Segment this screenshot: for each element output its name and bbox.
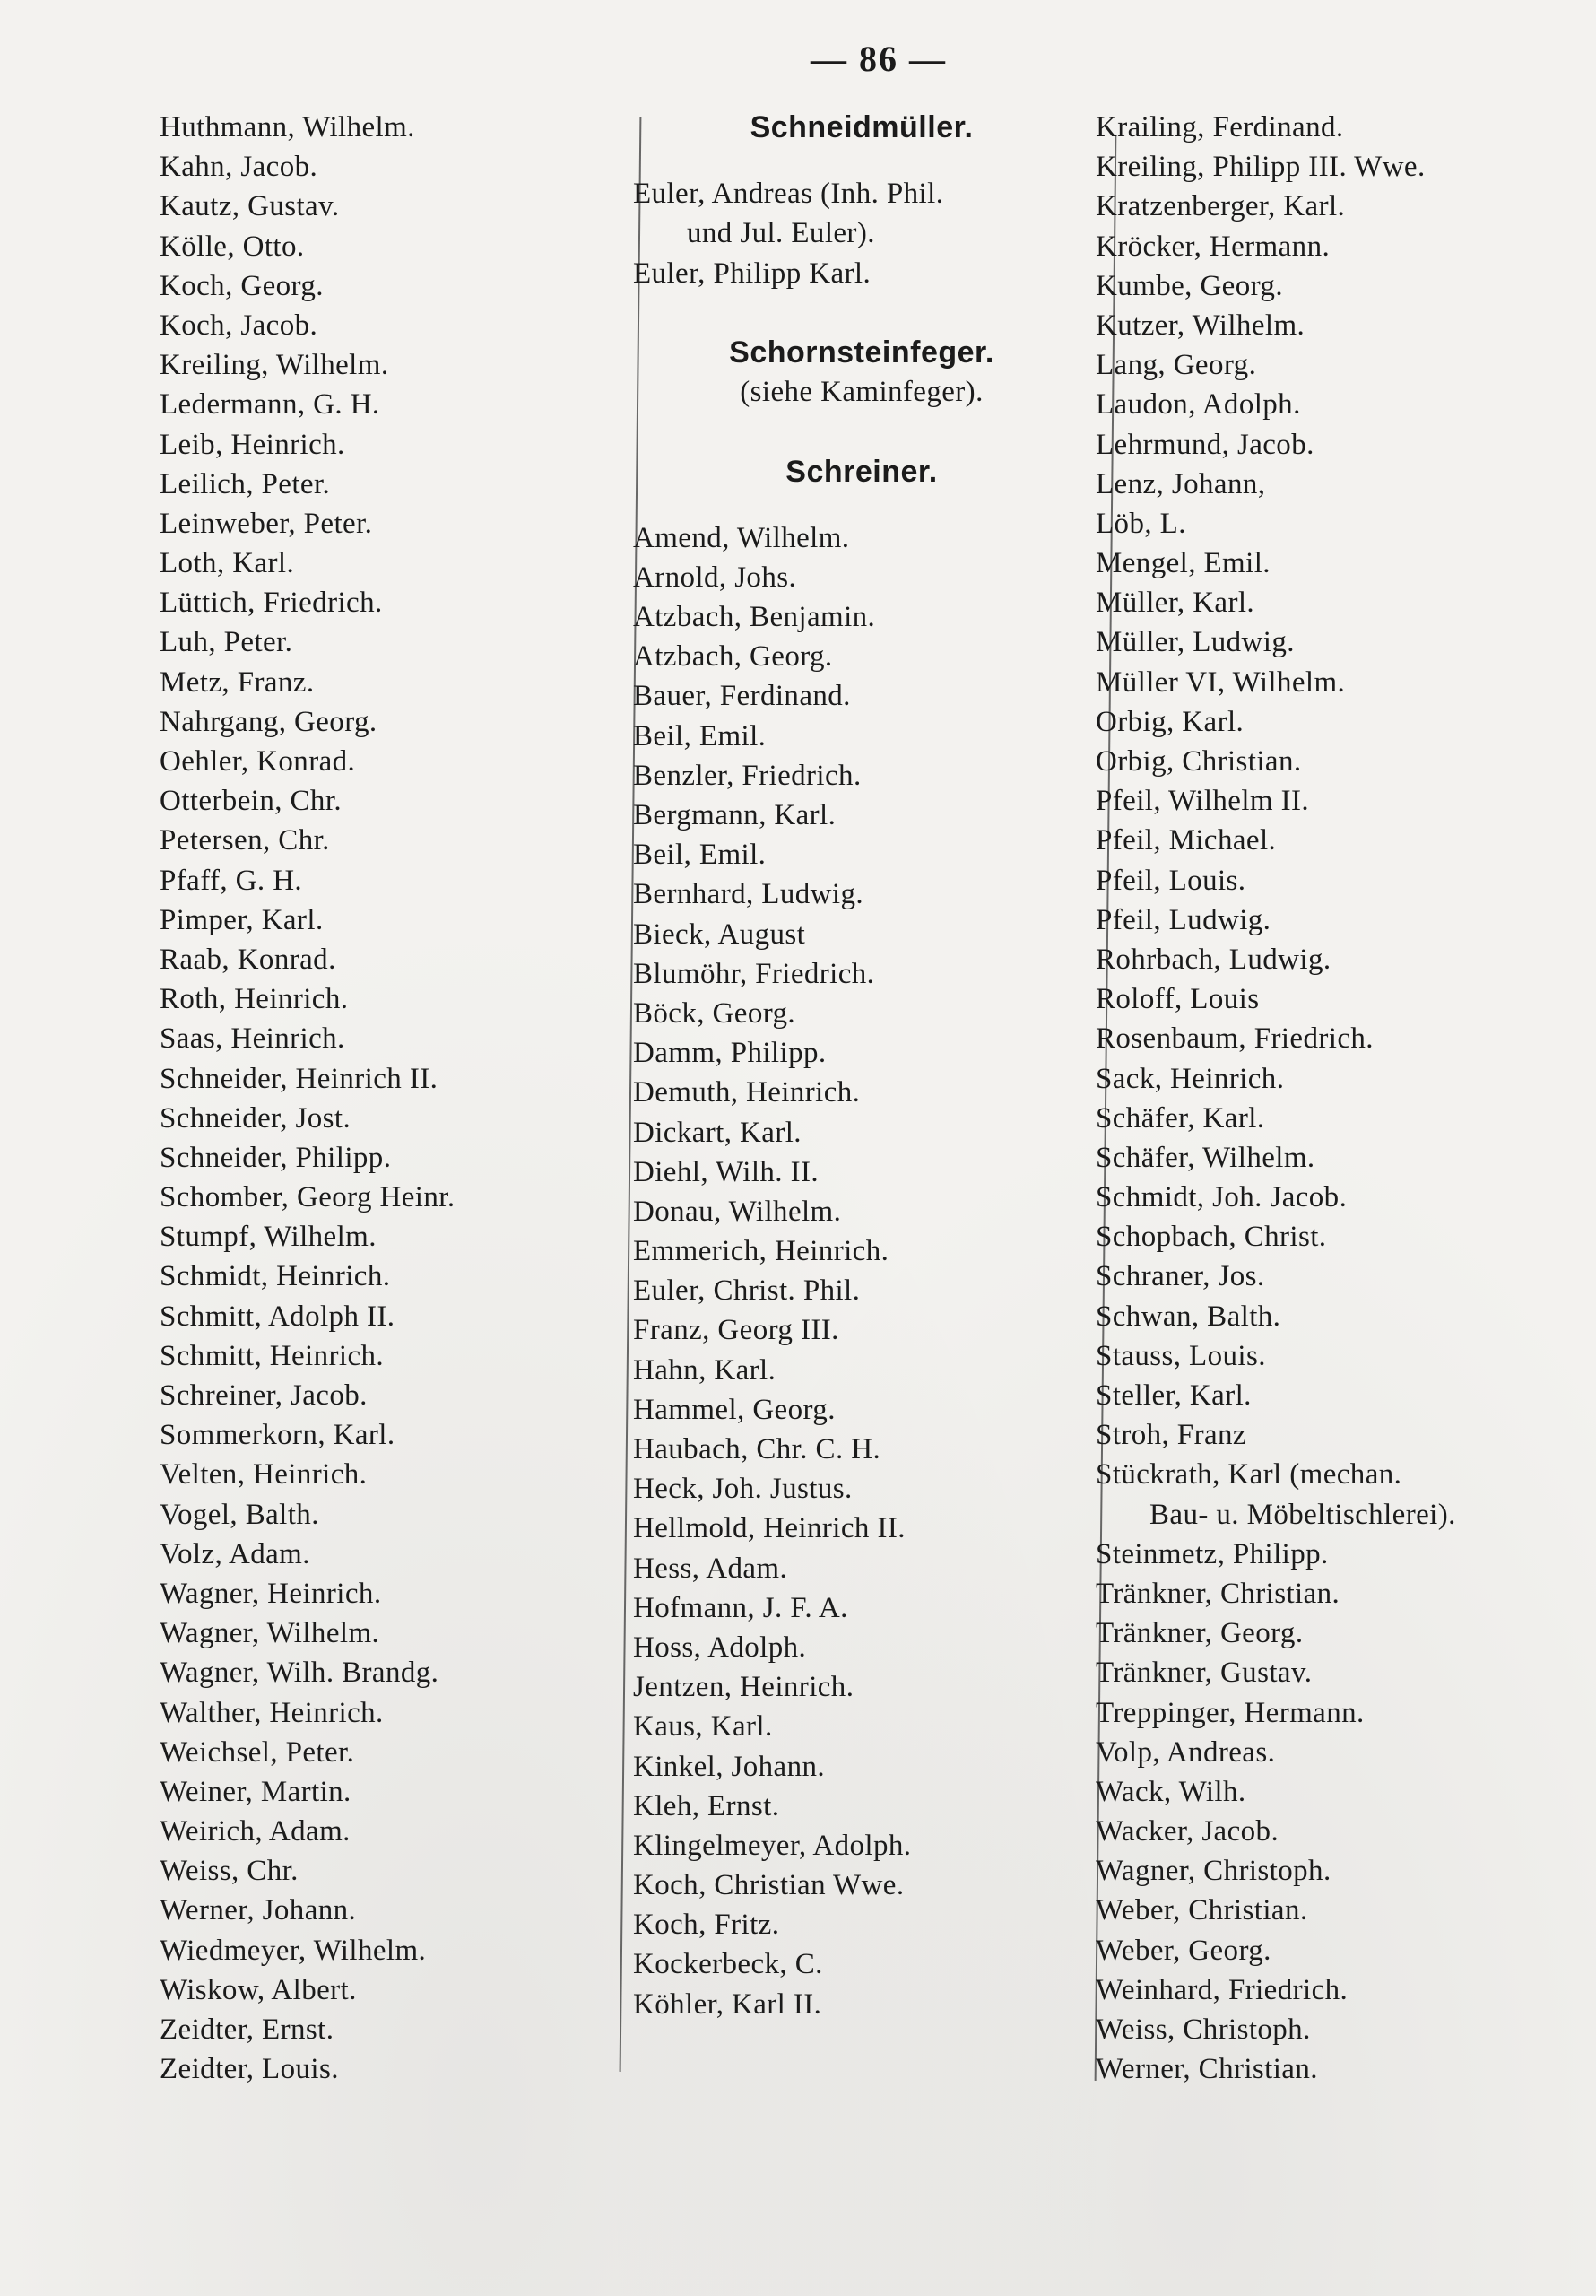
list-item: Ledermann, G. H. (160, 388, 380, 422)
list-item: Rosenbaum, Friedrich. (1096, 1022, 1374, 1056)
list-item: Demuth, Heinrich. (633, 1076, 861, 1109)
list-item: Kahn, Jacob. (160, 151, 318, 184)
list-item: Rohrbach, Ludwig. (1096, 943, 1331, 976)
list-item: Wagner, Christoph. (1096, 1855, 1331, 1888)
list-item: Jentzen, Heinrich. (633, 1671, 854, 1704)
section-note: (siehe Kaminfeger). (740, 376, 984, 409)
list-item: Weiss, Chr. (160, 1855, 299, 1888)
list-item: Zeidter, Ernst. (160, 2013, 334, 2046)
list-item: Volp, Andreas. (1096, 1735, 1276, 1769)
list-item: Schwan, Balth. (1096, 1300, 1281, 1333)
list-item: Vogel, Balth. (160, 1498, 319, 1531)
list-item: Luh, Peter. (160, 626, 293, 659)
list-item: Wacker, Jacob. (1096, 1815, 1279, 1848)
list-item: Kreiling, Wilhelm. (160, 349, 389, 382)
list-item: Pfeil, Ludwig. (1096, 903, 1271, 936)
list-item: Otterbein, Chr. (160, 785, 343, 818)
list-item: Weirich, Adam. (160, 1815, 351, 1848)
list-item: Koch, Georg. (160, 269, 324, 302)
list-item: Kumbe, Georg. (1096, 269, 1283, 302)
list-item: Koch, Christian Wwe. (633, 1869, 905, 1902)
list-item: Schraner, Jos. (1096, 1260, 1265, 1293)
list-item: Schreiner, Jacob. (160, 1379, 368, 1412)
list-item: Schmitt, Heinrich. (160, 1339, 385, 1372)
list-item: Laudon, Adolph. (1096, 388, 1301, 422)
list-item: Damm, Philipp. (633, 1037, 827, 1070)
list-item: Stumpf, Wilhelm. (160, 1221, 377, 1254)
list-item: Beil, Emil. (633, 839, 767, 872)
list-item: Franz, Georg III. (633, 1314, 839, 1347)
column-right (1096, 108, 1562, 2089)
list-item: Euler, Andreas (Inh. Phil. (633, 178, 944, 211)
list-item: Schmitt, Adolph II. (160, 1300, 395, 1333)
list-item: Schneider, Philipp. (160, 1141, 392, 1174)
list-item: Lüttich, Friedrich. (160, 587, 383, 620)
list-item: Kleh, Ernst. (633, 1789, 780, 1822)
list-item: Wack, Wilh. (1096, 1775, 1246, 1808)
list-item: Schneider, Jost. (160, 1101, 351, 1135)
list-item: Saas, Heinrich. (160, 1022, 345, 1056)
list-item: Donau, Wilhelm. (633, 1195, 842, 1228)
list-item: Koch, Fritz. (633, 1909, 780, 1942)
list-item: Kautz, Gustav. (160, 190, 340, 223)
list-item: Kröcker, Hermann. (1096, 230, 1331, 263)
list-item: Hellmold, Heinrich II. (633, 1512, 906, 1545)
list-item: Weichsel, Peter. (160, 1735, 355, 1769)
list-item: Krailing, Ferdinand. (1096, 111, 1344, 144)
list-item: Löb, L. (1096, 507, 1186, 540)
list-item: Hess, Adam. (633, 1552, 788, 1585)
list-item: Metz, Franz. (160, 665, 315, 699)
list-item: Wiedmeyer, Wilhelm. (160, 1934, 427, 1967)
list-item: Mengel, Emil. (1096, 547, 1271, 580)
list-item: Benzler, Friedrich. (633, 759, 862, 792)
list-item: Müller, Ludwig. (1096, 626, 1295, 659)
list-item: Lenz, Johann, (1096, 467, 1266, 500)
list-item: Kinkel, Johann. (633, 1750, 826, 1783)
list-item: Raab, Konrad. (160, 943, 336, 976)
list-item: Beil, Emil. (633, 719, 767, 752)
list-item: Tränkner, Christian. (1096, 1577, 1340, 1610)
list-item: Schomber, Georg Heinr. (160, 1181, 455, 1214)
list-item: Steller, Karl. (1096, 1379, 1252, 1412)
list-item: Haubach, Chr. C. H. (633, 1433, 881, 1465)
list-item: Zeidter, Louis. (160, 2053, 339, 2086)
list-item: Stückrath, Karl (mechan. (1096, 1458, 1402, 1492)
section-heading-schornsteinfeger: Schornsteinfeger. (729, 335, 994, 370)
list-item: Schneider, Heinrich II. (160, 1062, 438, 1095)
list-item: Köhler, Karl II. (633, 1987, 822, 2021)
list-item: Schäfer, Wilhelm. (1096, 1141, 1315, 1174)
list-item: Dickart, Karl. (633, 1116, 802, 1149)
list-item: Pfeil, Michael. (1096, 824, 1277, 857)
list-item: Stauss, Louis. (1096, 1339, 1266, 1372)
list-item: Emmerich, Heinrich. (633, 1235, 889, 1268)
list-item: Arnold, Johs. (633, 561, 797, 594)
list-item: Roloff, Louis (1096, 983, 1260, 1016)
list-item: Atzbach, Georg. (633, 640, 833, 674)
list-item: Volz, Adam. (160, 1537, 310, 1570)
list-item: Kutzer, Wilhelm. (1096, 309, 1305, 342)
spacer (633, 293, 1090, 333)
list-item: Lehrmund, Jacob. (1096, 428, 1314, 461)
list-item: Leilich, Peter. (160, 467, 331, 500)
section-heading-schneidmueller: Schneidmüller. (750, 110, 974, 144)
list-item: Petersen, Chr. (160, 824, 330, 857)
schreiner-list (633, 518, 1090, 2024)
list-item: Weber, Georg. (1096, 1934, 1271, 1967)
list-item: Sack, Heinrich. (1096, 1062, 1285, 1095)
list-item: Leib, Heinrich. (160, 428, 345, 461)
list-item: Bau- u. Möbeltischlerei). (1149, 1498, 1456, 1531)
list-item: Treppinger, Hermann. (1096, 1696, 1365, 1729)
column-left (160, 108, 608, 2089)
list-item: Nahrgang, Georg. (160, 705, 377, 738)
list-item: und Jul. Euler). (687, 217, 875, 250)
list-item: Bauer, Ferdinand. (633, 680, 851, 713)
list-item: Wagner, Heinrich. (160, 1577, 382, 1610)
list-item: Weinhard, Friedrich. (1096, 1973, 1349, 2006)
list-item: Wiskow, Albert. (160, 1973, 357, 2006)
page-number: — 86 — (811, 39, 947, 79)
list-item: Böck, Georg. (633, 996, 796, 1030)
spacer (633, 412, 1090, 451)
list-item: Blumöhr, Friedrich. (633, 957, 875, 990)
list-item: Werner, Christian. (1096, 2053, 1318, 2086)
list-item: Hammel, Georg. (633, 1393, 836, 1426)
list-item: Bieck, August (633, 918, 806, 951)
list-item: Amend, Wilhelm. (633, 521, 850, 554)
section-heading-schreiner: Schreiner. (785, 454, 938, 489)
list-item: Weber, Christian. (1096, 1894, 1308, 1927)
list-item: Diehl, Wilh. II. (633, 1155, 820, 1188)
list-item: Lang, Georg. (1096, 349, 1257, 382)
list-item: Orbig, Karl. (1096, 705, 1245, 738)
list-item: Wagner, Wilhelm. (160, 1617, 380, 1650)
list-item: Walther, Heinrich. (160, 1696, 384, 1729)
list-item: Weiss, Christoph. (1096, 2013, 1311, 2046)
list-item: Atzbach, Benjamin. (633, 601, 876, 634)
list-item: Schmidt, Heinrich. (160, 1260, 391, 1293)
list-item: Werner, Johann. (160, 1894, 357, 1927)
list-item: Kockerbeck, C. (633, 1948, 823, 1981)
list-item: Weiner, Martin. (160, 1775, 351, 1808)
list-item: Müller, Karl. (1096, 587, 1255, 620)
list-item: Hofmann, J. F. A. (633, 1591, 848, 1624)
list-item: Euler, Christ. Phil. (633, 1274, 861, 1308)
list-item: Euler, Philipp Karl. (633, 257, 872, 290)
list-item: Orbig, Christian. (1096, 745, 1302, 778)
list-item: Stroh, Franz (1096, 1419, 1246, 1452)
list-item: Bernhard, Ludwig. (633, 878, 863, 911)
list-item: Tränkner, Gustav. (1096, 1657, 1313, 1690)
list-item: Müller VI, Wilhelm. (1096, 665, 1346, 699)
spacer (633, 147, 1090, 174)
list-item: Schopbach, Christ. (1096, 1221, 1327, 1254)
list-item: Oehler, Konrad. (160, 745, 356, 778)
list-item: Kölle, Otto. (160, 230, 305, 263)
list-item: Kreiling, Philipp III. Wwe. (1096, 151, 1426, 184)
list-item: Leinweber, Peter. (160, 507, 373, 540)
list-item: Hahn, Karl. (633, 1353, 776, 1387)
list-item: Sommerkorn, Karl. (160, 1419, 395, 1452)
list-item: Roth, Heinrich. (160, 983, 349, 1016)
list-item: Schäfer, Karl. (1096, 1101, 1265, 1135)
list-item: Pimper, Karl. (160, 903, 324, 936)
list-item: Tränkner, Georg. (1096, 1617, 1304, 1650)
list-item: Koch, Jacob. (160, 309, 318, 342)
list-item: Loth, Karl. (160, 547, 295, 580)
schneidmueller-list (633, 174, 1090, 293)
spacer (633, 491, 1090, 518)
list-item: Wagner, Wilh. Brandg. (160, 1657, 439, 1690)
list-item: Pfeil, Louis. (1096, 864, 1246, 897)
list-item: Bergmann, Karl. (633, 799, 837, 831)
list-item: Kaus, Karl. (633, 1710, 773, 1744)
list-item: Steinmetz, Philipp. (1096, 1537, 1329, 1570)
list-item: Huthmann, Wilhelm. (160, 111, 415, 144)
list-item: Heck, Joh. Justus. (633, 1473, 853, 1506)
list-item: Schmidt, Joh. Jacob. (1096, 1181, 1348, 1214)
list-item: Velten, Heinrich. (160, 1458, 368, 1492)
list-item: Kratzenberger, Karl. (1096, 190, 1346, 223)
list-item: Pfeil, Wilhelm II. (1096, 785, 1310, 818)
column-middle (633, 108, 1090, 2024)
list-item: Pfaff, G. H. (160, 864, 303, 897)
list-item: Hoss, Adolph. (633, 1631, 807, 1664)
list-item: Klingelmeyer, Adolph. (633, 1829, 912, 1862)
